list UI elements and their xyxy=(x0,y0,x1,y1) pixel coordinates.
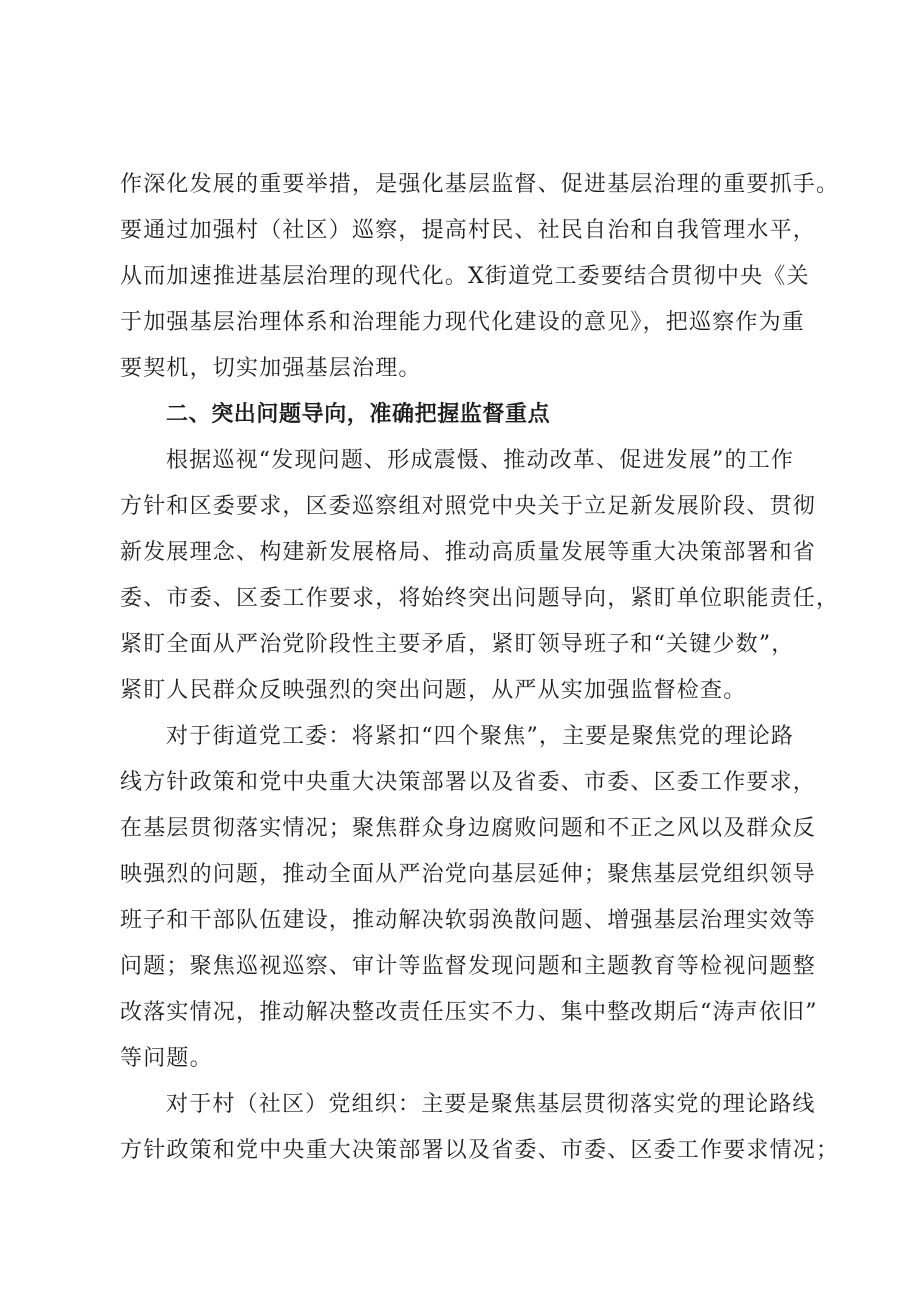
text-line: 作深化发展的重要举措，是强化基层监督、促进基层治理的重要抓手。 xyxy=(120,172,840,197)
text-line: 对于街道党工委：将紧扣“四个聚焦”，主要是聚焦党的理论路 xyxy=(166,724,795,749)
text-line: 紧盯人民群众反映强烈的突出问题，从严从实加强监督检查。 xyxy=(120,678,747,703)
text-line: 要契机，切实加强基层治理。 xyxy=(120,356,422,381)
text-line: 问题；聚焦巡视巡察、审计等监督发现问题和主题教育等检视问题整 xyxy=(120,954,817,979)
text-line: 等问题。 xyxy=(120,1046,213,1071)
text-line: 要通过加强村（社区）巡察，提高村民、社民自治和自我管理水平， xyxy=(120,218,817,243)
section-heading: 二、突出问题导向，准确把握监督重点 xyxy=(166,402,551,427)
text-line: 方针和区委要求，区委巡察组对照党中央关于立足新发展阶段、贯彻 xyxy=(120,494,817,519)
text-line: 对于村（社区）党组织：主要是聚焦基层贯彻落实党的理论路线 xyxy=(166,1092,816,1117)
text-line: 映强烈的问题，推动全面从严治党向基层延伸；聚焦基层党组织领导 xyxy=(120,862,817,887)
text-line: 从而加速推进基层治理的现代化。X街道党工委要结合贯彻中央《关 xyxy=(120,264,810,289)
text-line: 委、市委、区委工作要求，将始终突出问题导向，紧盯单位职能责任， xyxy=(120,586,840,611)
text-line: 线方针政策和党中央重大决策部署以及省委、市委、区委工作要求， xyxy=(120,770,817,795)
text-line: 紧盯全面从严治党阶段性主要矛盾，紧盯领导班子和“关键少数”， xyxy=(120,632,795,657)
text-line: 班子和干部队伍建设，推动解决软弱涣散问题、增强基层治理实效等 xyxy=(120,908,817,933)
text-line: 于加强基层治理体系和治理能力现代化建设的意见》，把巡察作为重 xyxy=(120,310,806,335)
text-line: 方针政策和党中央重大决策部署以及省委、市委、区委工作要求情况； xyxy=(120,1138,840,1163)
text-line: 在基层贯彻落实情况；聚焦群众身边腐败问题和不正之风以及群众反 xyxy=(120,816,817,841)
text-line: 改落实情况，推动解决整改责任压实不力、集中整改期后“涛声依旧” xyxy=(120,1000,818,1025)
text-line: 根据巡视“发现问题、形成震慑、推动改革、促进发展”的工作 xyxy=(166,448,795,473)
text-line: 新发展理念、构建新发展格局、推动高质量发展等重大决策部署和省 xyxy=(120,540,817,565)
